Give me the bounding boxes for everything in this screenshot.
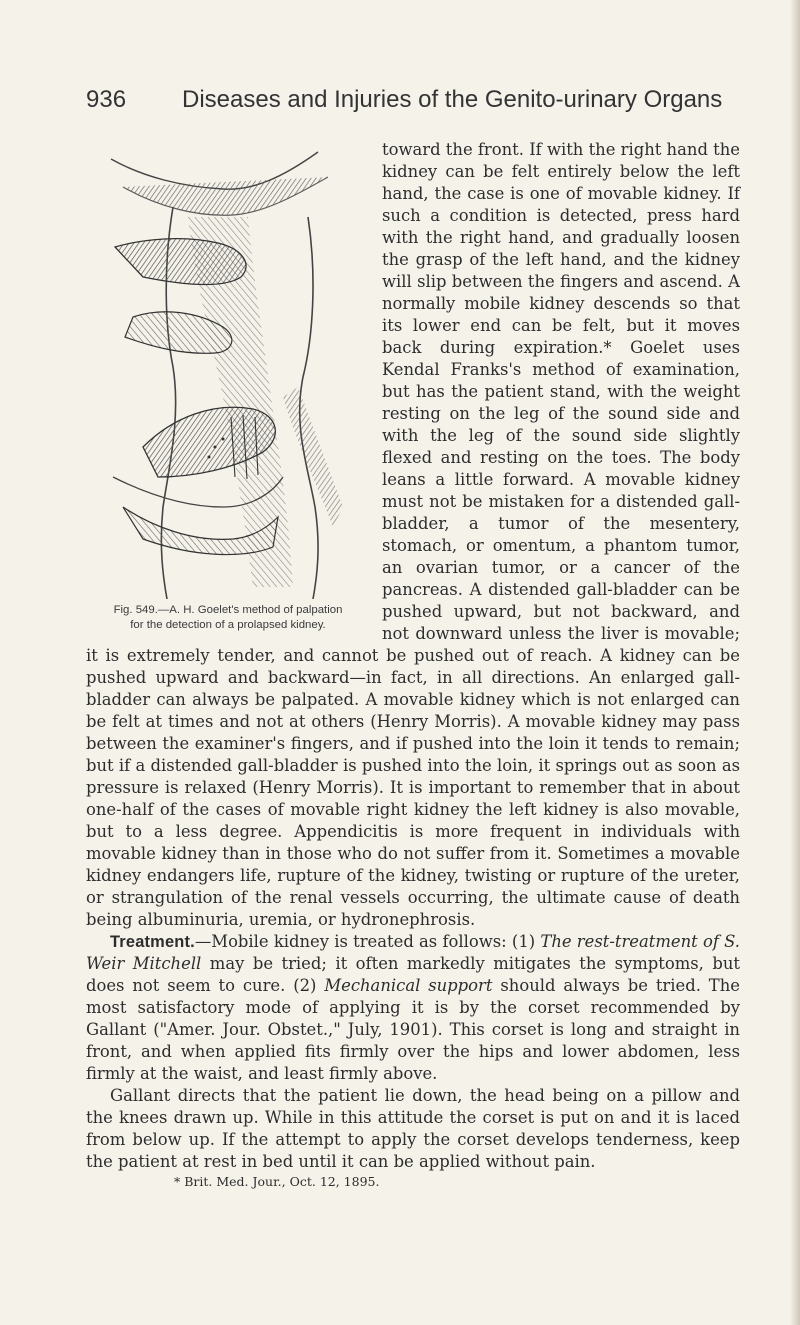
figure-caption-line-1: Fig. 549.—A. H. Goelet's method of palpation xyxy=(113,604,343,616)
palpation-illustration xyxy=(103,147,353,599)
paragraph-gallant: Gallant directs that the patient lie down, the head being on a pillow and the knees drawn up. While in this attitude the corset is put on and it is laced from below up. If the attempt to apply the corset develops tenderness, keep the patient at rest in bed until it can be applied without pain. xyxy=(86,1086,740,1171)
treatment-rest-cure: The rest-treatment of S. Weir Mitchell xyxy=(86,932,740,973)
paragraph-movable-kidney: toward the front. If with the right hand the kidney can be felt entirely below the left hand, the case is one of movable kidney. If such a condition is detected, press hard with the right hand, and gradually loosen the grasp of the left hand, and the kidney will slip between the fingers and ascend. A normally mobile kidney descends so that its lower end can be felt, but it moves back during expiration.* Goelet uses Kendal Franks's method of examination, but has the patient stand, with the weight resting on the leg of the sound side and with the leg of the sound side slightly flexed and resting on the toes. The body leans a little forward. A movable kidney must not be mistaken for a distended gall-bladder, a tumor of the mesentery, stomach, or omentum, a phantom tumor, an ovarian tumor, or a cancer of the pancreas. A distended gall-bladder can be pushed upward, but not backward, and not downward unless the liver is movable; it is extremely tender, and cannot be pushed out of reach. A kidney can be pushed upward and backward—in fact, in all directions. An enlarged gall-bladder can always be palpated. A movable kidney which is not enlarged can be felt at times and not at others (Henry Morris). A movable kidney may pass between the examiner's fingers, and if pushed into the loin it tends to remain; but if a distended gall-bladder is pushed into the loin, it springs out as soon as pressure is relaxed (Henry Morris). It is important to remember that in about one-half of the cases of movable right kidney the left kidney is also movable, but to a less degree. Appendicitis is more frequent in individuals with movable kidney than in those who do not suffer from it. Sometimes a movable kidney endangers life, rupture of the kidney, twisting or rupture of the ureter, or strangulation of the renal vessels occurring, the ultimate cause of death being albuminuria, uremia, or hydronephrosis. xyxy=(86,140,740,929)
treatment-text-a: —Mobile kidney is treated as follows: (1) xyxy=(194,932,541,951)
running-title: Diseases and Injuries of the Genito-urinary Organs xyxy=(182,86,723,113)
page-header xyxy=(86,86,726,126)
figure-549 xyxy=(86,147,370,642)
treatment-heading: Treatment. xyxy=(110,933,195,951)
treatment-mechanical-support: Mechanical support xyxy=(324,976,493,995)
figure-caption-line-2: for the detection of a prolapsed kidney. xyxy=(130,619,326,631)
footnote: * Brit. Med. Jour., Oct. 12, 1895. xyxy=(174,1174,380,1189)
figure-caption xyxy=(86,603,370,633)
treatment-text-b: may be tried; it often markedly mitigates the symptoms, but does not seem to cure. (2) xyxy=(86,954,741,995)
paragraph-treatment xyxy=(86,931,740,1085)
body-text xyxy=(86,139,740,1191)
page-number: 936 xyxy=(86,86,127,113)
page-edge-shadow xyxy=(790,0,800,1325)
treatment-text-c: should always be tried. The most satisfactory mode of applying it is by the corset recommended by Gallant ("Amer. Jour. Obstet.," July, 1901). This corset is long and straight in front, and when applied fits firmly over the hips and lower abdomen, less firmly at the waist, and least firmly above. xyxy=(86,976,740,1083)
